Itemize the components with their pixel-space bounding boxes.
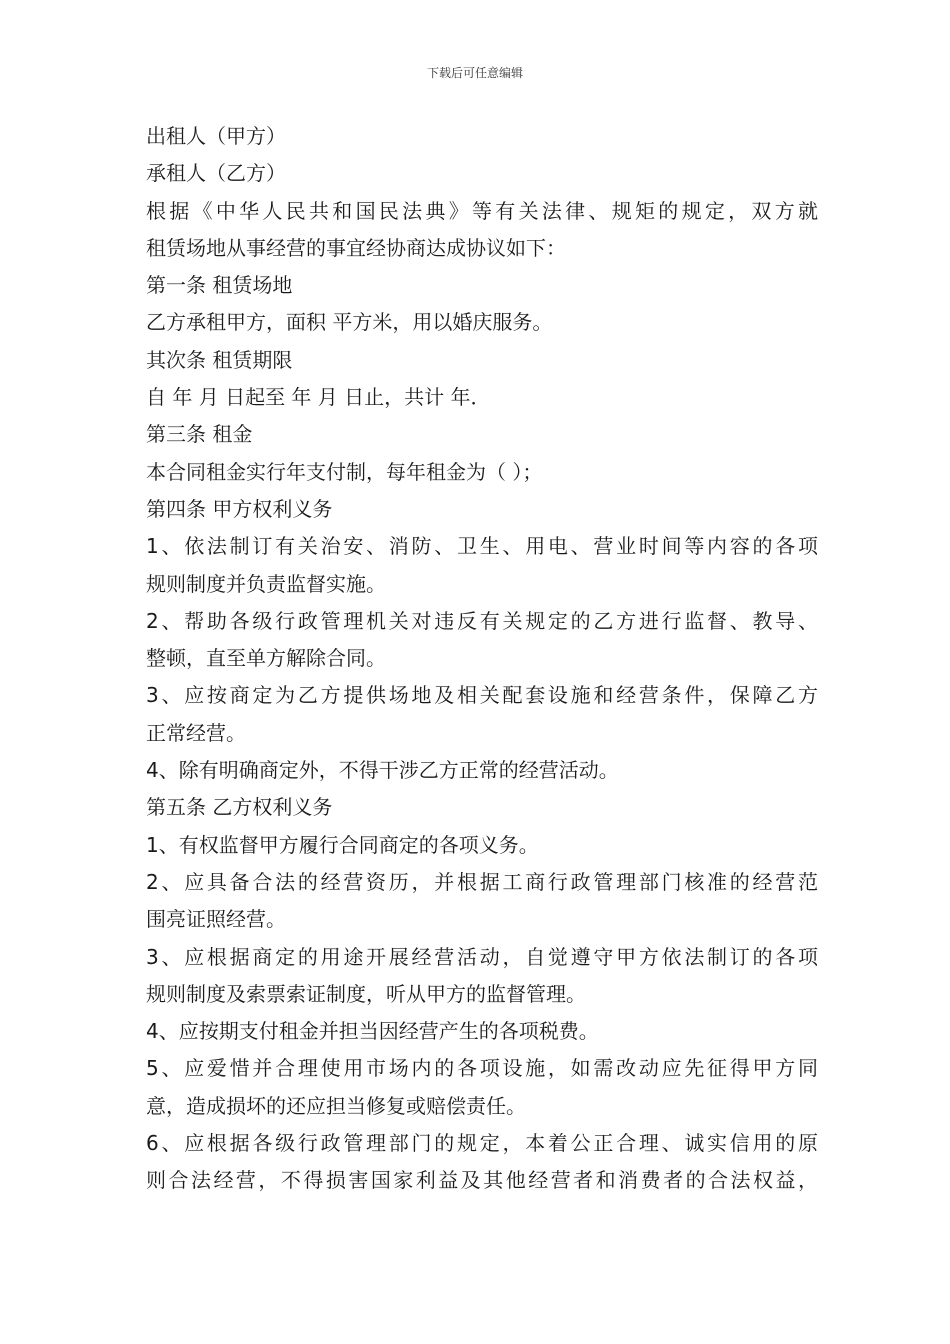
contract-line: 第五条 乙方权利义务 — [146, 795, 333, 820]
contract-line: 1、有权监督甲方履行合同商定的各项义务。 — [146, 832, 539, 857]
contract-line: 整顿，直至单方解除合同。 — [146, 646, 386, 671]
contract-line: 乙方承租甲方，面积 平方米，用以婚庆服务。 — [146, 310, 553, 335]
contract-line: 4、除有明确商定外，不得干涉乙方正常的经营活动。 — [146, 758, 619, 783]
page-header-note: 下载后可任意编辑 — [426, 66, 523, 80]
contract-line: 4、应按期支付租金并担当因经营产生的各项税费。 — [146, 1019, 599, 1044]
contract-line: 承租人（乙方） — [146, 161, 286, 186]
contract-line: 则合法经营，不得损害国家利益及其他经营者和消费者的合法权益， — [146, 1168, 818, 1193]
contract-line: 3、应按商定为乙方提供场地及相关配套设施和经营条件，保障乙方 — [146, 683, 818, 708]
contract-body — [146, 118, 818, 1200]
contract-line: 正常经营。 — [146, 720, 246, 745]
contract-line: 自 年 月 日起至 年 月 日止，共计 年． — [146, 385, 491, 410]
contract-line: 第三条 租金 — [146, 422, 253, 447]
contract-line: 第一条 租赁场地 — [146, 273, 293, 298]
contract-line: 规则制度及索票索证制度，听从甲方的监督管理。 — [146, 981, 586, 1006]
contract-line: 1、依法制订有关治安、消防、卫生、用电、营业时间等内容的各项 — [146, 534, 818, 559]
contract-line: 出租人（甲方） — [146, 124, 286, 148]
contract-line: 2、帮助各级行政管理机关对违反有关规定的乙方进行监督、教导、 — [146, 608, 818, 633]
contract-line: 规则制度并负责监督实施。 — [146, 571, 386, 596]
contract-line: 租赁场地从事经营的事宜经协商达成协议如下： — [146, 235, 566, 260]
contract-line: 意，造成损坏的还应担当修复或赔偿责任。 — [146, 1093, 526, 1118]
contract-line: 其次条 租赁期限 — [146, 347, 293, 372]
contract-line: 第四条 甲方权利义务 — [146, 496, 333, 521]
contract-line: 2、应具备合法的经营资历，并根据工商行政管理部门核准的经营范 — [146, 869, 818, 894]
contract-line: 5、应爱惜并合理使用市场内的各项设施，如需改动应先征得甲方同 — [146, 1056, 818, 1081]
contract-line: 根据《中华人民共和国民法典》等有关法律、规矩的规定，双方就 — [146, 198, 818, 223]
contract-line: 6、应根据各级行政管理部门的规定，本着公正合理、诚实信用的原 — [146, 1131, 818, 1156]
contract-line: 围亮证照经营。 — [146, 907, 286, 932]
contract-line: 3、应根据商定的用途开展经营活动，自觉遵守甲方依法制订的各项 — [146, 944, 818, 969]
contract-line: 本合同租金实行年支付制，每年租金为（ ）； — [146, 459, 543, 484]
